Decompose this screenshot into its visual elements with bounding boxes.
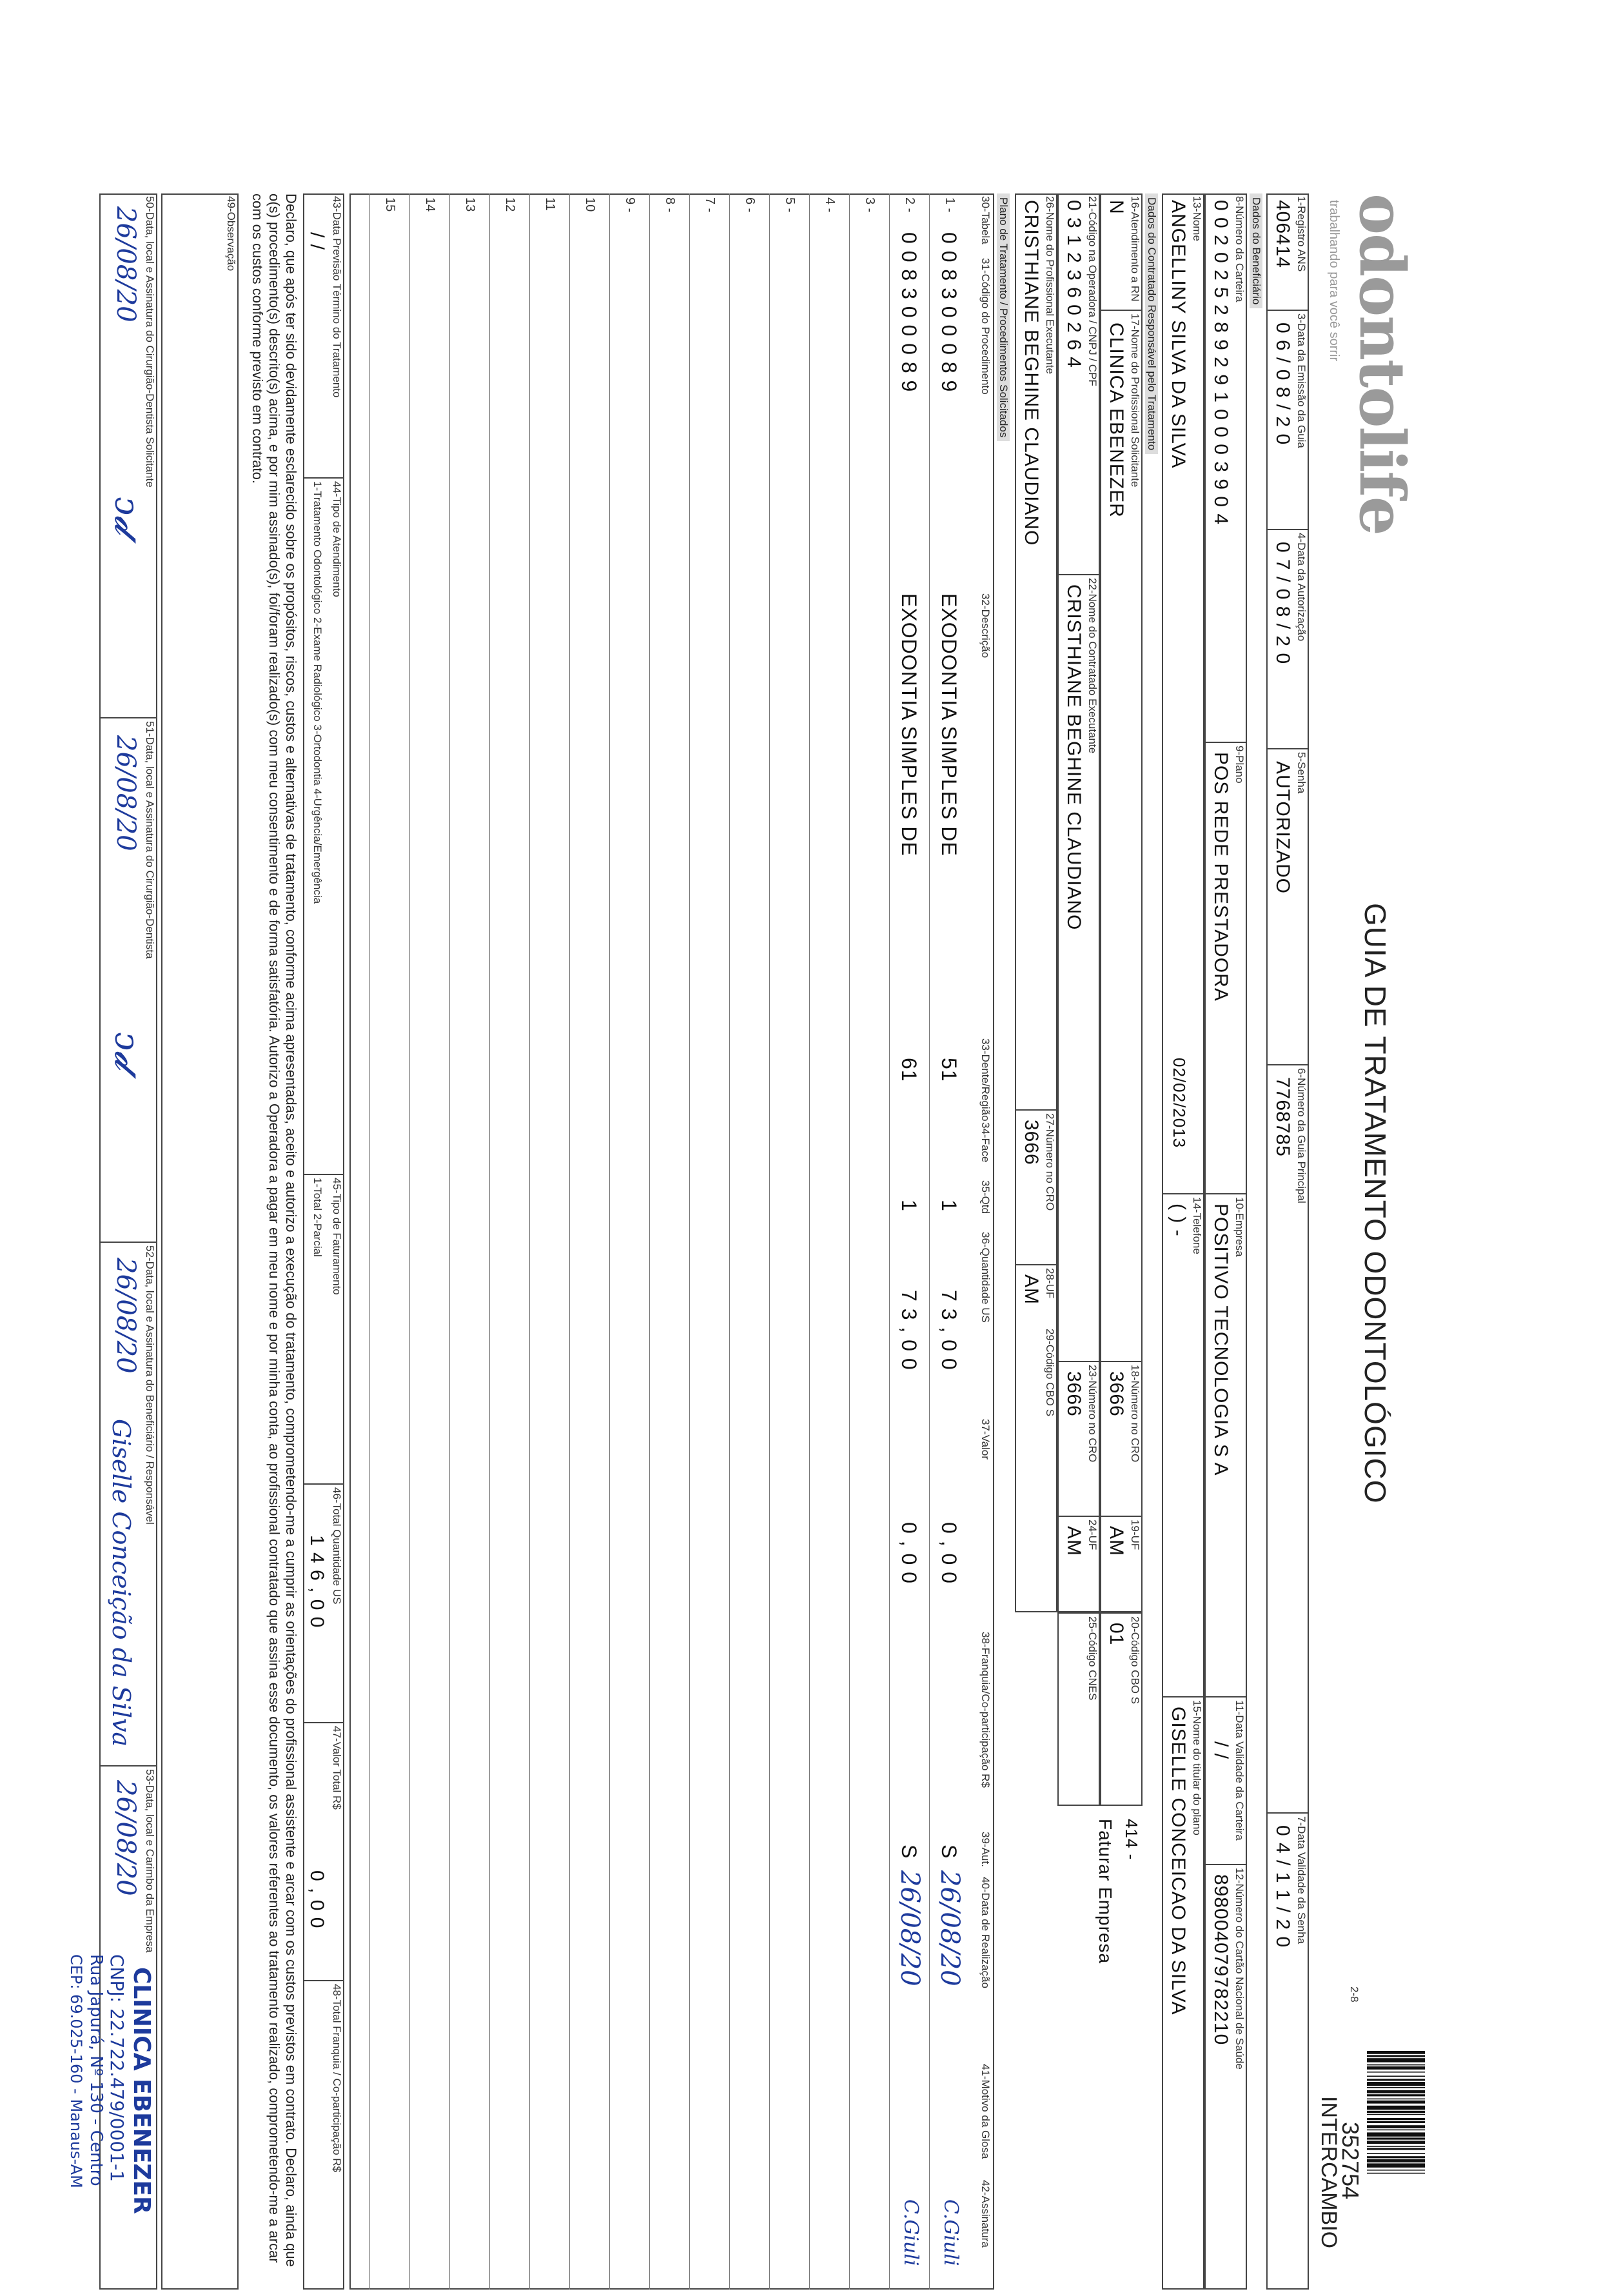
nome-label: 13-Nome xyxy=(1191,196,1203,241)
header-tabela: 30-Tabela xyxy=(979,196,992,244)
authorized-flag: S xyxy=(937,1845,961,1859)
uf-19-value: AM xyxy=(1106,1526,1127,1556)
table-row-line xyxy=(929,193,930,2290)
row-number: 6 - xyxy=(743,197,757,213)
telefone-value: ( ) - xyxy=(1168,1203,1189,1237)
total-franquia-label: 48-Total Franquia / Co-participação R$ xyxy=(331,1984,343,2172)
row-number: 12 xyxy=(503,197,517,212)
section-plano-tratamento: Plano de Tratamento / Procedimentos Solicitados xyxy=(997,193,1010,441)
senha-label: 5-Senha xyxy=(1295,752,1308,794)
data-nascimento-value: 02/02/2013 xyxy=(1170,1058,1189,1149)
profissional-executante-label: 26-Nome do Profissional Executante xyxy=(1044,196,1056,374)
stamp-line4: CEP: 69.025-160 - Manaus-AM xyxy=(67,1954,85,2188)
carteira-value: 0 0 2 0 2 5 2 8 9 2 9 1 0 0 0 3 9 0 4 xyxy=(1210,200,1231,526)
atendimento-rn-value: N xyxy=(1106,200,1127,215)
row-number: 9 - xyxy=(623,197,637,213)
cro-27-value: 3666 xyxy=(1021,1120,1042,1165)
table-row-line xyxy=(369,193,370,2290)
header-face: 34-Face xyxy=(979,1122,992,1163)
sig52-date: 26/08/20 xyxy=(111,1258,141,1374)
table-row-line xyxy=(489,193,490,2290)
sig50-date: 26/08/20 xyxy=(111,206,141,322)
header-franquia: 38-Franquia/Co-participação R$ xyxy=(979,1632,992,1788)
table-row-line xyxy=(849,193,850,2290)
data-autorizacao-label: 4-Data da Autorização xyxy=(1295,533,1308,642)
registro-ans-label: 1-Registro ANS xyxy=(1295,196,1308,272)
row-number: 11 xyxy=(543,197,557,211)
tooth-region: 61 xyxy=(898,1058,921,1082)
quantity: 1 xyxy=(937,1200,961,1212)
cbo-29-label: 29-Código CBO S xyxy=(1044,1329,1056,1417)
page-code: 2-8 xyxy=(1348,1986,1360,2003)
row-number: 15 xyxy=(383,197,397,212)
uf-28-value: AM xyxy=(1021,1274,1042,1305)
procedure-code: 0 0 8 3 0 0 0 8 9 xyxy=(898,232,921,393)
table-row-line xyxy=(769,193,770,2290)
empresa-label: 10-Empresa xyxy=(1233,1197,1246,1257)
procedure-description: EXODONTIA SIMPLES DE xyxy=(898,593,921,856)
cbo-20-label: 20-Código CBO S xyxy=(1129,1616,1141,1705)
carteira-label: 8-Número da Carteira xyxy=(1233,196,1246,302)
quantity-us: 7 3 , 0 0 xyxy=(898,1290,921,1371)
table-row-line xyxy=(449,193,450,2290)
guia-principal-value: 7768785 xyxy=(1272,1077,1293,1157)
faturar-label: Faturar Empresa xyxy=(1095,1819,1115,1964)
stamp-line2: CNPJ: 22.722.479/0001-1 xyxy=(106,1954,128,2182)
procedure-description: EXODONTIA SIMPLES DE xyxy=(937,593,961,856)
contratado-executante-value: CRISTHIANE BEGHINE CLAUDIANO xyxy=(1063,584,1084,931)
table-row-line xyxy=(649,193,650,2290)
nome-titular-label: 15-Nome do titular do plano xyxy=(1191,1700,1203,1836)
header-quantidade-us: 36-Quantidade US xyxy=(979,1232,992,1323)
cro-23-label: 23-Número no CRO xyxy=(1086,1365,1099,1463)
stamp-line1: CLINICA EBENEZER xyxy=(128,1967,155,2214)
profissional-executante-value: CRISTHIANE BEGHINE CLAUDIANO xyxy=(1021,200,1042,546)
row-signature: C.Giuli xyxy=(939,2199,962,2266)
odontolife-logo: odontolife xyxy=(1346,193,1418,535)
table-row-line xyxy=(809,193,810,2290)
senha-value: AUTORIZADO xyxy=(1272,761,1293,895)
cro-27-label: 27-Número no CRO xyxy=(1044,1113,1056,1211)
tipo-atendimento-label: 44-Tipo de Atendimento xyxy=(331,481,343,597)
valor-total-value: 0 , 0 0 xyxy=(306,1870,328,1929)
sig51-label: 51-Data, local e Assinatura do Cirurgião-Dentista xyxy=(144,721,156,959)
table-row-line xyxy=(889,193,890,2290)
cartao-nacional-label: 12-Número do Cartão Nacional de Saúde xyxy=(1233,1868,1246,2070)
stamp-line3: Rua Japurá, Nº 130 - Centro xyxy=(86,1954,106,2186)
header-data-realizacao: 40-Data de Realização xyxy=(979,1877,992,1988)
nome-titular-value: GISELLE CONCEICAO DA SILVA xyxy=(1168,1707,1189,2015)
table-row-line xyxy=(529,193,530,2290)
header-descricao: 32-Descrição xyxy=(979,593,992,658)
table-row-line xyxy=(569,193,570,2290)
faturar-code: 414 - xyxy=(1122,1819,1141,1861)
realization-date: 26/08/20 xyxy=(895,1870,925,1986)
guide-number: 352754 xyxy=(1337,2122,1364,2200)
sig52-name-signature: Giselle Conceição da Silva xyxy=(107,1419,135,1747)
realization-date: 26/08/20 xyxy=(935,1870,965,1986)
cartao-nacional-value: 898004079782210 xyxy=(1210,1874,1231,2046)
observacao-label: 49-Observação xyxy=(225,196,237,272)
header-aut: 39-Aut. xyxy=(979,1832,992,1867)
header-codigo: 31-Código do Procedimento xyxy=(979,258,992,395)
total-us-value: 1 4 6 , 0 0 xyxy=(306,1535,328,1628)
table-row-line xyxy=(409,193,410,2290)
uf-28-label: 28-UF xyxy=(1044,1268,1056,1299)
total-us-label: 46-Total Quantidade US xyxy=(331,1487,343,1605)
cro-18-value: 3666 xyxy=(1106,1371,1127,1417)
data-autorizacao-value: 0 7 / 0 8 / 2 0 xyxy=(1272,542,1293,665)
sig50-signature-icon: ↄ𝓭 xyxy=(107,497,146,535)
cro-23-value: 3666 xyxy=(1063,1371,1084,1417)
profissional-solicitante-value: CLINICA EBENEZER xyxy=(1106,322,1127,518)
table-row-line xyxy=(729,193,730,2290)
barcode-icon xyxy=(1367,2051,1425,2296)
header-valor: 37-Valor xyxy=(979,1419,992,1460)
header-qtd: 35-Qtd xyxy=(979,1180,992,1214)
validade-senha-value: 0 4 / 1 1 / 2 0 xyxy=(1272,1825,1293,1948)
header-assinatura: 42-Assinatura xyxy=(979,2180,992,2248)
sig50-label: 50-Data, local e Assinatura do Cirurgião-Dentista Solicitante xyxy=(144,196,156,488)
cnes-label: 25-Código CNES xyxy=(1086,1616,1099,1701)
row-number: 10 xyxy=(583,197,597,212)
uf-19-label: 19-UF xyxy=(1129,1519,1141,1550)
row-number: 2 - xyxy=(903,197,917,213)
table-row-line xyxy=(609,193,610,2290)
uf-24-value: AM xyxy=(1063,1526,1084,1556)
sig51-date: 26/08/20 xyxy=(111,735,141,851)
row-signature: C.Giuli xyxy=(899,2199,922,2266)
codigo-operadora-value: 0 3 1 2 3 6 0 2 6 4 xyxy=(1063,200,1084,368)
header-motivo-glosa: 41-Motivo da Glosa xyxy=(979,2064,992,2159)
treatment-guide-form xyxy=(6,193,1418,2290)
sig52-label: 52-Data, local e Assinatura do Beneficiário / Responsável xyxy=(144,1245,156,1525)
previsao-value: / / xyxy=(306,232,328,251)
tipo-atendimento-options: 1-Tratamento Odontológico 2-Exame Radiológico 3-Ortodontia 4-Urgência/Emergência xyxy=(311,481,324,904)
data-emissao-value: 0 6 / 0 8 / 2 0 xyxy=(1272,322,1293,446)
section-contratado: Dados do Contratado Responsável pelo Tratamento xyxy=(1145,193,1158,454)
guia-principal-label: 6-Número da Guia Principal xyxy=(1295,1068,1308,1203)
guide-type: INTERCAMBIO xyxy=(1317,2096,1341,2249)
empresa-value: POSITIVO TECNOLOGIA S A xyxy=(1210,1203,1231,1476)
row-number: 1 - xyxy=(943,197,957,213)
logo-tagline: trabalhando para você sorrir xyxy=(1327,200,1341,362)
observacao-box[interactable] xyxy=(161,193,239,2290)
quantity: 1 xyxy=(898,1200,921,1212)
contratado-executante-label: 22-Nome do Contratado Executante xyxy=(1086,578,1099,754)
tipo-faturamento-label: 45-Tipo de Faturamento xyxy=(331,1178,343,1295)
row-number: 7 - xyxy=(703,197,717,213)
row-number: 8 - xyxy=(663,197,677,213)
telefone-label: 14-Telefone xyxy=(1191,1197,1203,1254)
row-number: 5 - xyxy=(783,197,797,213)
authorized-flag: S xyxy=(898,1845,921,1859)
plano-value: POS REDE PRESTADORA xyxy=(1210,752,1231,1002)
cro-18-label: 18-Número no CRO xyxy=(1129,1365,1141,1463)
plano-label: 9-Plano xyxy=(1233,746,1246,784)
cbo-20-value: 01 xyxy=(1106,1623,1127,1646)
row-header-fields xyxy=(1266,193,1309,2290)
declaration-text: Declaro, que após ter sido devidamente esclarecido sobre os propósitos, riscos, custos e alternativas de tratamento, conforme acima apresentadas, aceito e autorizo a execução do tratamento, comprometendo-me a cumprir as orientações do profissional assistente e arcar com os custos previstos em contrato. Declaro, ainda que o(s) procedimento(s) descrito(s) acima, e por mim assinado(s), foi/foram realizado(s) com meu consentimento e de forma satisfatória. Autorizo a Operadora a pagar em meu nome e por minha conta, ao profissional contratado que assina esse documento, os valores referentes ao tratamento realizado, comprometendo-me a arcar com os custos conforme previsto em contrato. xyxy=(250,193,299,2267)
atendimento-rn-label: 16-Atendimento a RN xyxy=(1129,196,1141,302)
sig51-signature-icon: ↄ𝓭 xyxy=(107,1032,146,1071)
previsao-label: 43-Data Previsão Término do Tratamento xyxy=(331,196,343,398)
row-number: 3 - xyxy=(863,197,877,213)
data-emissao-label: 3-Data da Emissão da Guia xyxy=(1295,313,1308,448)
table-row-line xyxy=(689,193,690,2290)
procedure-code: 0 0 8 3 0 0 0 8 9 xyxy=(937,232,961,393)
codigo-operadora-label: 21-Código na Operadora / CNPJ / CPF xyxy=(1086,196,1099,386)
value: 0 , 0 0 xyxy=(898,1522,921,1584)
validade-carteira-label: 11-Data Validade da Carteira xyxy=(1233,1700,1246,1841)
form-title: GUIA DE TRATAMENTO ODONTOLÓGICO xyxy=(1359,903,1392,1504)
sig53-label: 53-Data, local e Carimbo da Empresa xyxy=(144,1769,156,1953)
header-dente: 33-Dente/Região xyxy=(979,1038,992,1122)
tipo-faturamento-options: 1-Total 2-Parcial xyxy=(311,1178,324,1257)
validade-senha-label: 7-Data Validade da Senha xyxy=(1295,1816,1308,1945)
row-number: 13 xyxy=(463,197,477,212)
row-number: 14 xyxy=(423,197,437,212)
valor-total-label: 47-Valor Total R$ xyxy=(331,1726,343,1810)
quantity-us: 7 3 , 0 0 xyxy=(937,1290,961,1371)
profissional-solicitante-label: 17-Nome do Profissional Solicitante xyxy=(1129,313,1141,488)
registro-ans-value: 406414 xyxy=(1272,200,1293,269)
sig53-date: 26/08/20 xyxy=(111,1780,141,1896)
nome-value: ANGELLINY SILVA DA SILVA xyxy=(1168,200,1189,469)
row-number: 4 - xyxy=(823,197,837,213)
tooth-region: 51 xyxy=(937,1058,961,1082)
uf-24-label: 24-UF xyxy=(1086,1519,1099,1550)
value: 0 , 0 0 xyxy=(937,1522,961,1584)
section-beneficiario: Dados do Beneficiário xyxy=(1250,193,1262,308)
validade-carteira-value: / / xyxy=(1210,1741,1231,1760)
